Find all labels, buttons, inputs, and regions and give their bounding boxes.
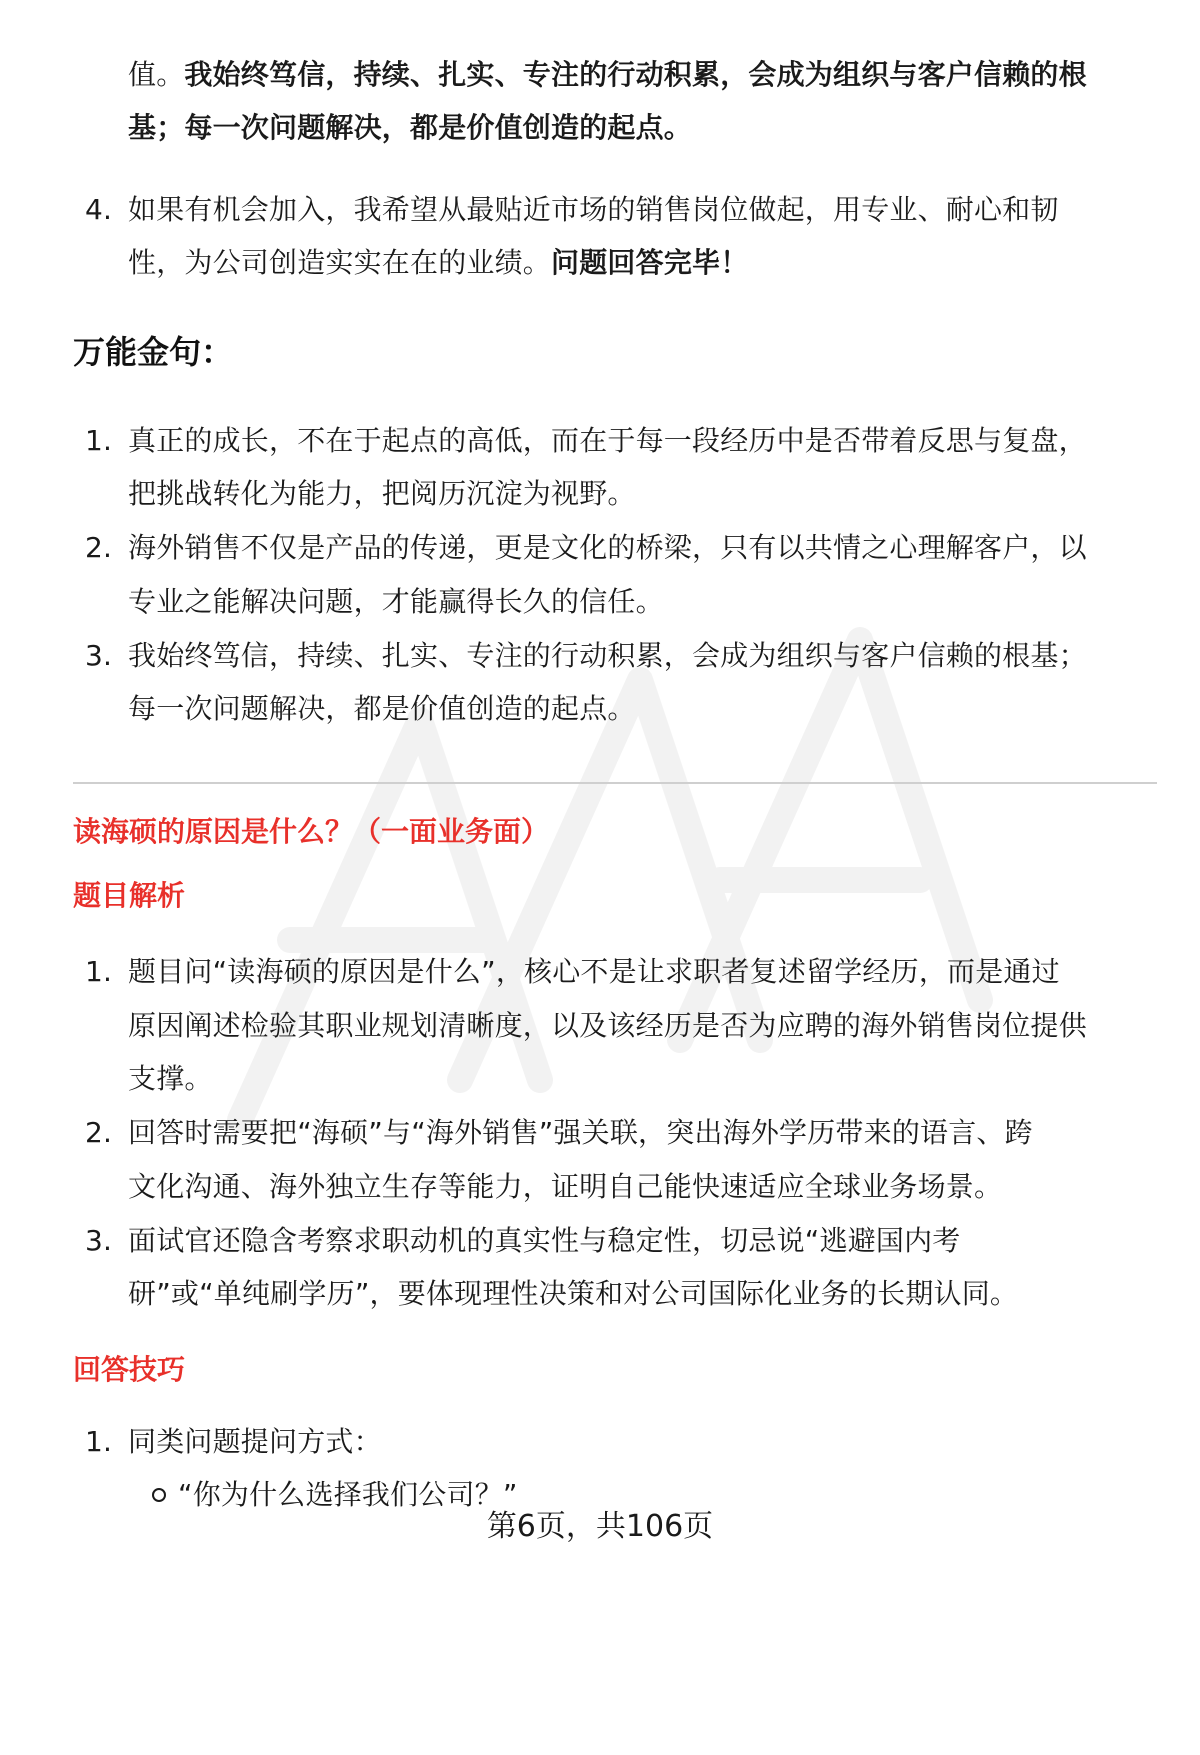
analysis-item-1-number: 1. (85, 955, 113, 988)
item4-line-1: 如果有机会加入，我希望从最贴近市场的销售岗位做起，用专业、耐心和韧 (128, 193, 1059, 226)
analysis-item-3-line-2: 研”或“单纯刷学历”，要体现理性决策和对公司国际化业务的长期认同。 (128, 1277, 1019, 1310)
golden-item-2-line-2: 专业之能解决问题，才能赢得长久的信任。 (128, 585, 664, 618)
item4-line2-bold: 问题回答完毕！ (551, 246, 749, 279)
top-line1-prefix: 值。 (128, 58, 185, 91)
golden-item-1-line-2: 把挑战转化为能力，把阅历沉淀为视野。 (128, 477, 636, 510)
golden-item-1-number: 1. (85, 424, 113, 457)
analysis-item-3-number: 3. (85, 1224, 113, 1257)
analysis-item-2-line-2: 文化沟通、海外独立生存等能力，证明自己能快速适应全球业务场景。 (128, 1170, 1003, 1203)
analysis-item-1-line-2: 原因阐述检验其职业规划清晰度，以及该经历是否为应聘的海外销售岗位提供 (128, 1009, 1087, 1042)
golden-item-2-number: 2. (85, 531, 113, 564)
golden-item-3-line-2: 每一次问题解决，都是价值创造的起点。 (128, 692, 636, 725)
hollow-bullet-icon (152, 1488, 166, 1502)
tips-item-1-line: 同类问题提问方式： (128, 1425, 382, 1458)
analysis-item-1-line-3: 支撑。 (128, 1062, 213, 1095)
analysis-heading: 题目解析 (73, 879, 186, 912)
item4-line-2 (128, 243, 748, 283)
analysis-item-3-line-1: 面试官还隐含考察求职动机的真实性与稳定性，切忌说“逃避国内考 (128, 1224, 961, 1257)
item4-number: 4. (85, 193, 113, 226)
tips-sub-bullet-text: “你为什么选择我们公司？” (178, 1478, 518, 1511)
golden-item-3-line-1: 我始终笃信，持续、扎实、专注的行动积累，会成为组织与客户信赖的根基； (128, 639, 1087, 672)
section-divider (73, 782, 1157, 784)
analysis-item-1-line-1: 题目问“读海硕的原因是什么”，核心不是让求职者复述留学经历，而是通过 (128, 955, 1060, 988)
tips-heading: 回答技巧 (73, 1353, 186, 1386)
golden-item-1-line-1: 真正的成长，不在于起点的高低，而在于每一段经历中是否带着反思与复盘， (128, 424, 1087, 457)
question-title: 读海硕的原因是什么？（一面业务面） (73, 815, 550, 848)
top-continuation-line-2: 基；每一次问题解决，都是价值创造的起点。 (128, 111, 693, 144)
analysis-item-2-number: 2. (85, 1116, 113, 1149)
golden-item-2-line-1: 海外销售不仅是产品的传递，更是文化的桥梁，只有以共情之心理解客户，以 (128, 531, 1087, 564)
tips-item-1-number: 1. (85, 1425, 113, 1458)
item4-line2-text: 性，为公司创造实实在在的业绩。 (128, 246, 552, 279)
golden-heading: 万能金句： (73, 333, 234, 371)
page-footer: 第6页，共106页 (486, 1509, 714, 1544)
top-line1-bold: 我始终笃信，持续、扎实、专注的行动积累，会成为组织与客户信赖的根 (184, 58, 1087, 91)
top-continuation-line-1 (128, 55, 1087, 95)
analysis-item-2-line-1: 回答时需要把“海硕”与“海外销售”强关联，突出海外学历带来的语言、跨 (128, 1116, 1033, 1149)
golden-item-3-number: 3. (85, 639, 113, 672)
